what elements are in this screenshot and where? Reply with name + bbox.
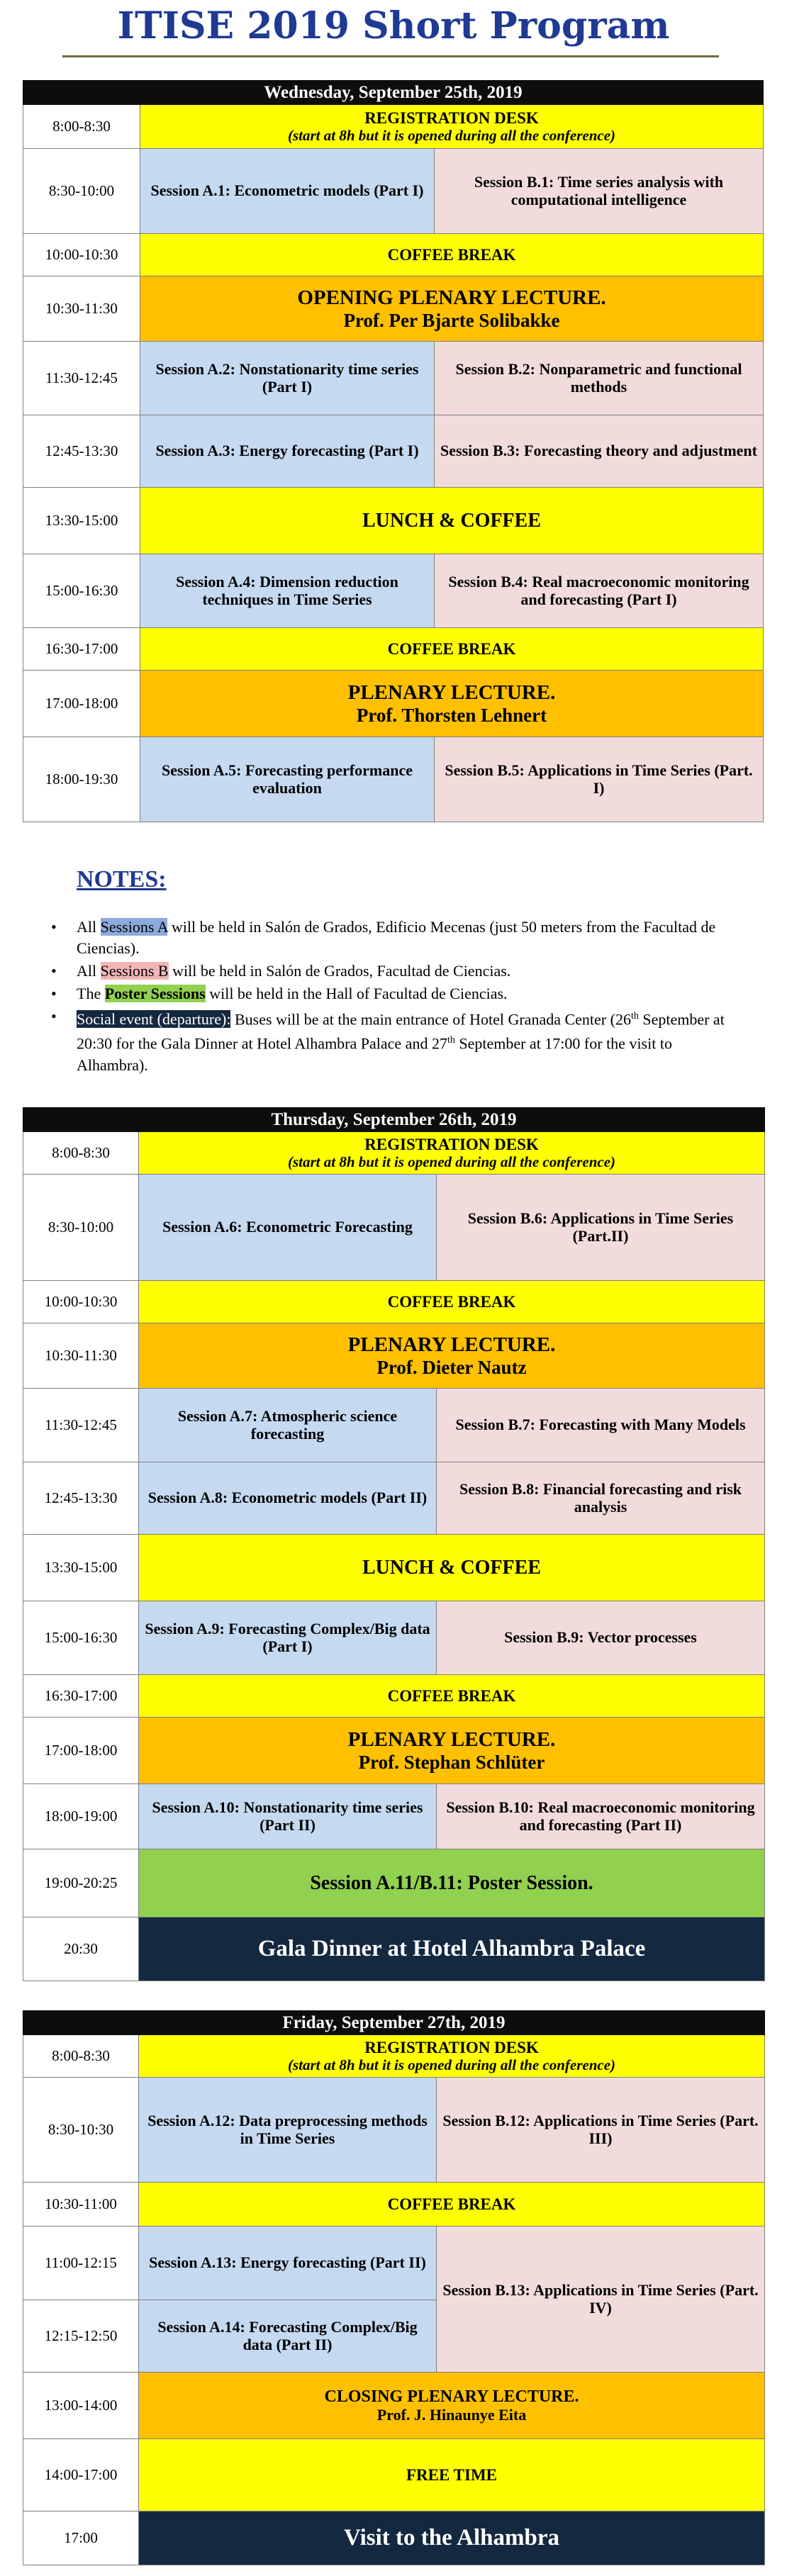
time-slot: 18:00-19:30 [23, 737, 140, 822]
bullet-icon: • [51, 962, 57, 980]
plenary-title: PLENARY LECTURE. [347, 1333, 556, 1357]
time-slot: 12:45-13:30 [23, 1462, 139, 1535]
session-a-cell: Session A.3: Energy forecasting (Part I) [140, 415, 435, 488]
note-item: • The Poster Sessions will be held in the Hall of Facultad de Ciencias. [51, 983, 732, 1004]
plenary-lecture-cell [140, 671, 764, 737]
registration-desk-note: (start at 8h but it is opened during all the conference) [287, 126, 616, 144]
registration-desk-note: (start at 8h but it is opened during all the conference) [287, 1153, 616, 1170]
time-slot: 10:30-11:00 [23, 2183, 139, 2227]
registration-desk-label: REGISTRATION DESK [364, 1135, 539, 1153]
registration-desk-cell [139, 1132, 765, 1175]
day-header: Wednesday, September 25th, 2019 [23, 81, 764, 105]
time-slot: 10:30-11:30 [23, 1323, 139, 1389]
plenary-speaker: Prof. Dieter Nautz [376, 1356, 527, 1378]
registration-desk-cell [140, 105, 764, 149]
gala-dinner-cell: Gala Dinner at Hotel Alhambra Palace [139, 1917, 765, 1981]
bullet-icon: • [51, 918, 57, 936]
time-slot: 17:00-18:00 [23, 671, 140, 737]
highlight-poster-sessions: Poster Sessions [104, 985, 206, 1002]
plenary-speaker: Prof. Thorsten Lehnert [356, 704, 547, 726]
day-header: Thursday, September 26th, 2019 [23, 1108, 765, 1132]
time-slot: 10:30-11:30 [23, 276, 140, 342]
plenary-lecture-cell [139, 1718, 765, 1784]
plenary-speaker: Prof. Stephan Schlüter [358, 1751, 545, 1773]
session-a-cell: Session A.10: Nonstationarity time series (Part II) [139, 1784, 437, 1849]
registration-desk-label: REGISTRATION DESK [364, 108, 539, 127]
highlight-sessions-a: Sessions A [100, 918, 168, 936]
time-slot: 14:00-17:00 [23, 2439, 139, 2511]
title-underline [62, 55, 719, 57]
plenary-lecture-cell [139, 1323, 765, 1389]
free-time-cell: FREE TIME [139, 2439, 765, 2511]
session-b-cell: Session B.5: Applications in Time Series (Part. I) [435, 737, 764, 822]
time-slot: 19:00-20:25 [23, 1849, 139, 1917]
session-a-cell: Session A.6: Econometric Forecasting [139, 1175, 437, 1281]
time-slot: 11:00-12:15 [23, 2227, 139, 2300]
plenary-title: PLENARY LECTURE. [347, 681, 556, 705]
session-a-cell: Session A.14: Forecasting Complex/Big data (Part II) [139, 2300, 437, 2373]
time-slot: 15:00-16:30 [23, 1601, 139, 1675]
time-slot: 8:30-10:30 [23, 2078, 139, 2183]
coffee-break-cell: COFFEE BREAK [140, 234, 764, 276]
time-slot: 8:30-10:00 [23, 149, 140, 234]
schedule-friday [23, 2010, 765, 2565]
session-b-cell: Session B.6: Applications in Time Series (Part.II) [437, 1175, 765, 1281]
session-b-cell: Session B.2: Nonparametric and functional methods [435, 342, 764, 415]
session-b-cell: Session B.8: Financial forecasting and risk analysis [437, 1462, 765, 1535]
time-slot: 18:00-19:00 [23, 1784, 139, 1849]
bullet-icon: • [51, 1007, 57, 1025]
plenary-speaker: Prof. Per Bjarte Solibakke [343, 309, 560, 331]
closing-plenary-cell [139, 2373, 765, 2439]
session-b-cell: Session B.7: Forecasting with Many Models [437, 1389, 765, 1462]
time-slot: 13:30-15:00 [23, 488, 140, 554]
session-a-cell: Session A.9: Forecasting Complex/Big data (Part I) [139, 1601, 437, 1675]
registration-desk-cell [139, 2035, 765, 2078]
registration-desk-label: REGISTRATION DESK [364, 2038, 539, 2056]
plenary-title: PLENARY LECTURE. [347, 1728, 556, 1752]
time-slot: 11:30-12:45 [23, 1389, 139, 1462]
notes-heading: NOTES: [77, 866, 167, 892]
time-slot: 20:30 [23, 1917, 139, 1981]
registration-desk-note: (start at 8h but it is opened during all the conference) [287, 2056, 616, 2073]
notes-list [51, 917, 732, 1077]
session-a-cell: Session A.12: Data preprocessing methods in Time Series [139, 2078, 437, 2183]
time-slot: 15:00-16:30 [23, 554, 140, 628]
note-item: • All Sessions A will be held in Salón de Grados, Edificio Mecenas (just 50 meters from the Facultad de Ciencias). [51, 918, 716, 957]
plenary-speaker: Prof. J. Hinaunye Eita [376, 2405, 527, 2424]
poster-session-cell: Session A.11/B.11: Poster Session. [139, 1849, 765, 1917]
coffee-break-cell: COFFEE BREAK [139, 1675, 765, 1718]
time-slot: 17:00-18:00 [23, 1718, 139, 1784]
schedule-thursday [23, 1107, 765, 1981]
note-item: • All Sessions B will be held in Salón de Grados, Facultad de Ciencias. [51, 961, 732, 982]
session-b-cell: Session B.10: Real macroeconomic monitoring and forecasting (Part II) [437, 1784, 765, 1849]
time-slot: 11:30-12:45 [23, 342, 140, 415]
plenary-title: OPENING PLENARY LECTURE. [297, 286, 606, 310]
highlight-sessions-b: Sessions B [100, 962, 169, 980]
session-a-cell: Session A.13: Energy forecasting (Part II) [139, 2227, 437, 2300]
highlight-social-event: Social event (departure): [77, 1010, 231, 1029]
time-slot: 10:00-10:30 [23, 1281, 139, 1323]
time-slot: 16:30-17:00 [23, 1675, 139, 1718]
coffee-break-cell: COFFEE BREAK [140, 628, 764, 671]
page-title: ITISE 2019 Short Program [117, 4, 670, 47]
session-b-cell: Session B.9: Vector processes [437, 1601, 765, 1675]
coffee-break-cell: COFFEE BREAK [139, 1281, 765, 1323]
session-b-cell: Session B.1: Time series analysis with computational intelligence [435, 149, 764, 234]
time-slot: 13:30-15:00 [23, 1535, 139, 1601]
time-slot: 8:00-8:30 [23, 105, 140, 149]
session-b-cell: Session B.4: Real macroeconomic monitoring and forecasting (Part I) [435, 554, 764, 628]
session-b-cell: Session B.3: Forecasting theory and adjustment [435, 415, 764, 488]
session-a-cell: Session A.8: Econometric models (Part II) [139, 1462, 437, 1535]
time-slot: 8:30-10:00 [23, 1175, 139, 1281]
note-item: • Social event (departure): Buses will be at the main entrance of Hotel Granada Center (26th September at 20:30 for the Gala Dinner at Hotel Alhambra Palace and 27th September at 17:00 for the visit to Alhambra). [51, 1007, 725, 1074]
time-slot: 13:00-14:00 [23, 2373, 139, 2439]
lunch-coffee-cell: LUNCH & COFFEE [140, 488, 764, 554]
session-a-cell: Session A.2: Nonstationarity time series (Part I) [140, 342, 435, 415]
session-b-cell: Session B.12: Applications in Time Series (Part. III) [437, 2078, 765, 2183]
coffee-break-cell: COFFEE BREAK [139, 2183, 765, 2227]
time-slot: 8:00-8:30 [23, 1132, 139, 1175]
plenary-lecture-cell [140, 276, 764, 342]
time-slot: 10:00-10:30 [23, 234, 140, 276]
lunch-coffee-cell: LUNCH & COFFEE [139, 1535, 765, 1601]
session-b-cell: Session B.13: Applications in Time Series (Part. IV) [437, 2227, 765, 2373]
time-slot: 16:30-17:00 [23, 628, 140, 671]
session-a-cell: Session A.7: Atmospheric science forecasting [139, 1389, 437, 1462]
time-slot: 12:15-12:50 [23, 2300, 139, 2373]
session-a-cell: Session A.1: Econometric models (Part I) [140, 149, 435, 234]
time-slot: 12:45-13:30 [23, 415, 140, 488]
alhambra-visit-cell: Visit to the Alhambra [139, 2511, 765, 2565]
time-slot: 17:00 [23, 2511, 139, 2565]
plenary-title: CLOSING PLENARY LECTURE. [324, 2387, 579, 2406]
bullet-icon: • [51, 985, 57, 1002]
time-slot: 8:00-8:30 [23, 2035, 139, 2078]
session-a-cell: Session A.5: Forecasting performance evaluation [140, 737, 435, 822]
day-header: Friday, September 27th, 2019 [23, 2011, 765, 2035]
schedule-wednesday [23, 80, 764, 822]
session-a-cell: Session A.4: Dimension reduction techniques in Time Series [140, 554, 435, 628]
